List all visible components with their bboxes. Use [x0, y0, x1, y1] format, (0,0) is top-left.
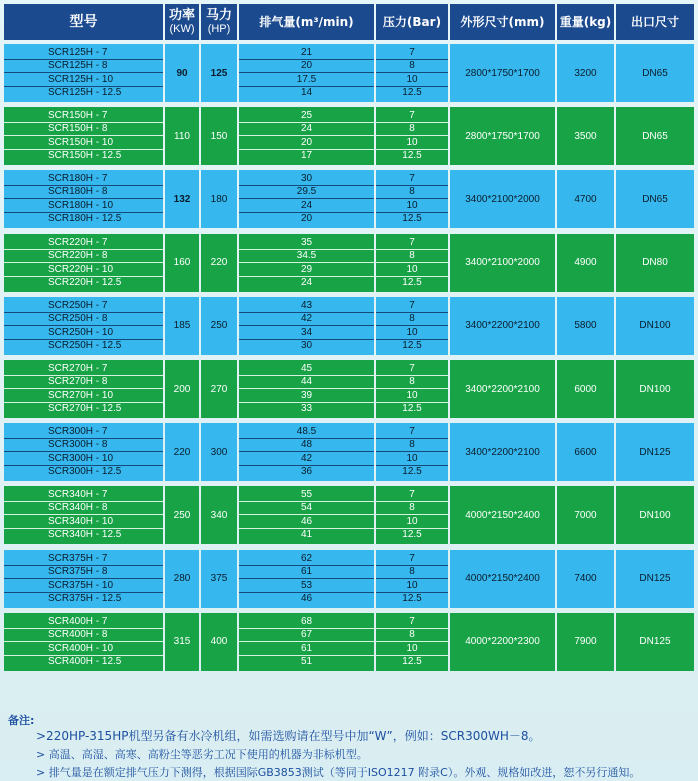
model-name: SCR400H - 10	[4, 642, 163, 656]
outlet-cell	[616, 360, 694, 418]
power-kw-cell	[165, 613, 199, 671]
outlet-cell	[616, 170, 694, 228]
pressure-value: 7	[376, 552, 448, 566]
model-name: SCR220H - 7	[4, 236, 163, 250]
header-outlet	[616, 4, 694, 40]
weight-value: 5800	[574, 320, 597, 332]
air-delivery-value: 43	[239, 299, 374, 313]
air-delivery-value: 20	[239, 136, 374, 150]
air-delivery-value: 34	[239, 326, 374, 340]
air-delivery-value: 20	[300, 213, 313, 225]
dimensions-cell	[450, 423, 555, 481]
pressure-value: 7	[376, 615, 448, 629]
table-row	[0, 297, 698, 355]
outlet-value: DN65	[642, 130, 668, 142]
outlet-value: DN65	[642, 67, 668, 79]
outlet-value: DN100	[639, 509, 671, 521]
pressure-value: 8	[376, 438, 448, 452]
dimensions-cell	[450, 107, 555, 165]
air-delivery-value: 44	[239, 375, 374, 389]
pressure-value: 12.5	[402, 403, 422, 414]
air-delivery-value: 67	[239, 628, 374, 642]
table-row	[0, 170, 698, 228]
pressure-value: 7	[376, 46, 448, 60]
air-delivery-value: 29.5	[239, 185, 374, 199]
model-name: SCR220H - 8	[4, 249, 163, 263]
weight-value: 4700	[574, 193, 597, 205]
air-delivery-value: 39	[239, 389, 374, 403]
air-delivery-value: 46	[300, 592, 313, 604]
dimensions-value: 3400*2200*2100	[465, 320, 540, 332]
model-cell	[4, 44, 163, 102]
air-delivery-value: 46	[239, 515, 374, 529]
header-dimensions	[450, 4, 555, 40]
pressure-value: 10	[376, 73, 448, 87]
air-delivery-value: 51	[300, 655, 313, 667]
pressure-value: 12.5	[402, 276, 422, 288]
outlet-value: DN100	[639, 383, 671, 395]
weight-cell	[557, 486, 614, 544]
model-cell	[4, 423, 163, 481]
air-delivery-value: 17.5	[239, 73, 374, 87]
air-delivery-value: 24	[300, 276, 313, 288]
outlet-cell	[616, 486, 694, 544]
pressure-value: 7	[376, 172, 448, 186]
weight-cell	[557, 170, 614, 228]
header-power-hp-label: 马力	[205, 8, 232, 23]
dimensions-cell	[450, 550, 555, 608]
dimensions-value: 3400*2200*2100	[465, 383, 540, 395]
outlet-cell	[616, 107, 694, 165]
header-outlet-label: 出口尺寸	[630, 15, 679, 29]
air-delivery-value: 54	[239, 501, 374, 515]
power-hp-cell	[201, 107, 237, 165]
weight-value: 3500	[574, 130, 597, 142]
dimensions-cell	[450, 297, 555, 355]
outlet-cell	[616, 234, 694, 292]
air-delivery-value: 17	[300, 150, 313, 162]
air-delivery-value: 20	[239, 59, 374, 73]
header-pressure-label: 压力(Bar)	[382, 15, 442, 29]
pressure-value: 12.5	[402, 466, 422, 478]
table-row	[0, 550, 698, 608]
dimensions-value: 3400*2100*2000	[465, 193, 540, 205]
model-cell	[4, 360, 163, 418]
pressure-value: 7	[376, 299, 448, 313]
power-kw-value: 185	[173, 320, 191, 332]
weight-value: 6600	[574, 446, 597, 458]
model-cell	[4, 107, 163, 165]
air-delivery-value: 21	[239, 46, 374, 60]
pressure-value: 10	[376, 263, 448, 277]
model-name: SCR375H - 12.5	[48, 592, 122, 604]
air-delivery-cell	[239, 107, 374, 165]
header-power-kw-unit: (KW)	[169, 23, 195, 35]
notes-title: 备注:	[8, 714, 35, 727]
air-delivery-value: 25	[239, 109, 374, 123]
pressure-value: 8	[376, 375, 448, 389]
pressure-value: 10	[376, 642, 448, 656]
table-row	[0, 486, 698, 544]
header-pressure	[376, 4, 448, 40]
air-delivery-value: 24	[239, 199, 374, 213]
power-kw-cell	[165, 550, 199, 608]
pressure-cell	[376, 613, 448, 671]
power-kw-cell	[165, 360, 199, 418]
model-name: SCR220H - 10	[4, 263, 163, 277]
power-hp-cell	[201, 613, 237, 671]
power-hp-value: 300	[210, 446, 228, 458]
outlet-cell	[616, 423, 694, 481]
dimensions-value: 3400*2200*2100	[465, 446, 540, 458]
model-name: SCR340H - 7	[4, 488, 163, 502]
power-kw-cell	[165, 297, 199, 355]
model-cell	[4, 234, 163, 292]
power-hp-cell	[201, 423, 237, 481]
dimensions-value: 3400*2100*2000	[465, 257, 540, 269]
model-name: SCR150H - 7	[4, 109, 163, 123]
pressure-value: 8	[376, 565, 448, 579]
model-name: SCR180H - 7	[4, 172, 163, 186]
model-name: SCR125H - 10	[4, 73, 163, 87]
model-name: SCR300H - 10	[4, 452, 163, 466]
pressure-value: 10	[376, 515, 448, 529]
model-name: SCR150H - 12.5	[48, 150, 122, 162]
outlet-cell	[616, 297, 694, 355]
header-air-delivery-label: 排气量(m³/min)	[259, 15, 354, 29]
model-name: SCR400H - 7	[4, 615, 163, 629]
header-power-kw	[165, 4, 199, 40]
air-delivery-value: 61	[239, 565, 374, 579]
air-delivery-value: 48	[239, 438, 374, 452]
model-name: SCR250H - 10	[4, 326, 163, 340]
power-hp-value: 400	[210, 636, 228, 648]
air-delivery-value: 42	[239, 452, 374, 466]
model-name: SCR250H - 7	[4, 299, 163, 313]
note-item: >220HP-315HP机型另备有水冷机组，如需选购请在型号中加“W”，例如：SCR300WH－8。	[36, 729, 541, 743]
weight-cell	[557, 234, 614, 292]
pressure-value: 12.5	[402, 592, 422, 604]
power-hp-value: 340	[210, 509, 228, 521]
pressure-cell	[376, 44, 448, 102]
model-cell	[4, 297, 163, 355]
model-name: SCR375H - 7	[4, 552, 163, 566]
note-item: > 高温、高湿、高寒、高粉尘等恶劣工况下使用的机器为非标机型。	[36, 748, 368, 761]
air-delivery-value: 33	[300, 403, 313, 414]
pressure-value: 12.5	[402, 213, 422, 225]
outlet-cell	[616, 613, 694, 671]
header-power-hp-unit: (HP)	[207, 23, 231, 35]
pressure-value: 7	[376, 362, 448, 376]
air-delivery-value: 61	[239, 642, 374, 656]
air-delivery-value: 68	[239, 615, 374, 629]
air-delivery-value: 35	[239, 236, 374, 250]
table-row	[0, 613, 698, 671]
air-delivery-value: 62	[239, 552, 374, 566]
air-delivery-value: 30	[300, 339, 313, 351]
pressure-value: 12.5	[402, 150, 422, 162]
table-row	[0, 44, 698, 102]
dimensions-value: 4000*2200*2300	[465, 636, 540, 648]
weight-cell	[557, 423, 614, 481]
air-delivery-value: 24	[239, 122, 374, 136]
power-kw-value: 250	[173, 509, 191, 521]
pressure-value: 12.5	[402, 339, 422, 351]
weight-value: 4900	[574, 257, 597, 269]
header-model	[4, 4, 163, 40]
model-name: SCR220H - 12.5	[48, 276, 122, 288]
model-name: SCR375H - 8	[4, 565, 163, 579]
air-delivery-cell	[239, 297, 374, 355]
pressure-value: 12.5	[402, 529, 422, 541]
pressure-cell	[376, 297, 448, 355]
pressure-value: 10	[376, 326, 448, 340]
pressure-cell	[376, 170, 448, 228]
model-name: SCR180H - 12.5	[48, 213, 122, 225]
model-name: SCR150H - 8	[4, 122, 163, 136]
air-delivery-cell	[239, 234, 374, 292]
power-kw-value: 110	[174, 130, 190, 142]
model-name: SCR300H - 7	[4, 425, 163, 439]
model-name: SCR400H - 12.5	[48, 655, 122, 667]
pressure-value: 8	[376, 501, 448, 515]
dimensions-value: 4000*2150*2400	[465, 573, 540, 585]
model-name: SCR270H - 7	[4, 362, 163, 376]
air-delivery-cell	[239, 170, 374, 228]
model-name: SCR180H - 10	[4, 199, 163, 213]
power-kw-cell	[165, 423, 199, 481]
model-name: SCR150H - 10	[4, 136, 163, 150]
table-row	[0, 107, 698, 165]
table-row	[0, 234, 698, 292]
weight-value: 7400	[574, 573, 597, 585]
pressure-value: 12.5	[402, 655, 422, 667]
table-row	[0, 423, 698, 481]
weight-value: 3200	[574, 67, 597, 79]
outlet-cell	[616, 44, 694, 102]
pressure-cell	[376, 234, 448, 292]
model-name: SCR125H - 12.5	[48, 87, 122, 98]
weight-value: 7000	[574, 509, 597, 521]
model-name: SCR125H - 7	[4, 46, 163, 60]
pressure-value: 8	[376, 185, 448, 199]
weight-cell	[557, 613, 614, 671]
air-delivery-cell	[239, 613, 374, 671]
note-item: > 排气量是在额定排气压力下测得，根据国际GB3853测试（等同于ISO1217 附录C）。外观、规格如改进，恕不另行通知。	[36, 766, 641, 779]
power-hp-cell	[201, 360, 237, 418]
dimensions-cell	[450, 234, 555, 292]
pressure-value: 7	[376, 236, 448, 250]
model-name: SCR300H - 8	[4, 438, 163, 452]
pressure-value: 7	[376, 425, 448, 439]
weight-cell	[557, 297, 614, 355]
power-kw-cell	[165, 486, 199, 544]
outlet-value: DN100	[639, 320, 671, 332]
air-delivery-value: 30	[239, 172, 374, 186]
model-name: SCR340H - 10	[4, 515, 163, 529]
dimensions-cell	[450, 170, 555, 228]
power-kw-value: 220	[173, 446, 191, 458]
outlet-value: DN125	[639, 573, 671, 585]
power-hp-cell	[201, 550, 237, 608]
model-name: SCR375H - 10	[4, 579, 163, 593]
power-hp-cell	[201, 170, 237, 228]
air-delivery-value: 42	[239, 312, 374, 326]
dimensions-cell	[450, 360, 555, 418]
header-dimensions-label: 外形尺寸(mm)	[460, 15, 545, 29]
air-delivery-value: 48.5	[239, 425, 374, 439]
pressure-cell	[376, 107, 448, 165]
weight-value: 6000	[574, 383, 597, 395]
air-delivery-value: 36	[300, 466, 313, 478]
power-hp-value: 220	[210, 257, 228, 269]
model-name: SCR250H - 8	[4, 312, 163, 326]
pressure-cell	[376, 486, 448, 544]
model-cell	[4, 170, 163, 228]
outlet-value: DN125	[639, 636, 671, 648]
pressure-value: 7	[376, 488, 448, 502]
power-hp-cell	[201, 44, 237, 102]
model-name: SCR270H - 12.5	[48, 403, 122, 414]
pressure-value: 7	[376, 109, 448, 123]
model-name: SCR270H - 8	[4, 375, 163, 389]
pressure-value: 8	[376, 312, 448, 326]
air-delivery-value: 53	[239, 579, 374, 593]
pressure-value: 10	[376, 199, 448, 213]
pressure-cell	[376, 423, 448, 481]
power-hp-cell	[201, 486, 237, 544]
weight-cell	[557, 107, 614, 165]
air-delivery-cell	[239, 423, 374, 481]
pressure-value: 10	[376, 136, 448, 150]
power-kw-cell	[165, 170, 199, 228]
power-kw-value: 132	[173, 193, 191, 205]
dimensions-cell	[450, 486, 555, 544]
power-kw-value: 90	[176, 67, 188, 79]
pressure-value: 10	[376, 579, 448, 593]
power-kw-cell	[165, 107, 199, 165]
dimensions-cell	[450, 44, 555, 102]
pressure-value: 8	[376, 122, 448, 136]
header-weight-label: 重量(kg)	[559, 15, 612, 29]
outlet-value: DN65	[642, 193, 668, 205]
header-model-label: 型号	[69, 14, 98, 30]
air-delivery-cell	[239, 360, 374, 418]
air-delivery-value: 55	[239, 488, 374, 502]
model-name: SCR340H - 12.5	[48, 529, 122, 541]
pressure-value: 10	[376, 389, 448, 403]
power-hp-value: 270	[210, 383, 228, 395]
pressure-cell	[376, 550, 448, 608]
weight-cell	[557, 550, 614, 608]
header-weight	[557, 4, 614, 40]
model-name: SCR250H - 12.5	[48, 339, 122, 351]
power-kw-value: 315	[173, 636, 191, 648]
weight-cell	[557, 44, 614, 102]
air-delivery-cell	[239, 486, 374, 544]
outlet-cell	[616, 550, 694, 608]
header-power-kw-label: 功率	[168, 8, 195, 23]
model-name: SCR180H - 8	[4, 185, 163, 199]
weight-cell	[557, 360, 614, 418]
power-hp-value: 250	[210, 320, 228, 332]
model-name: SCR270H - 10	[4, 389, 163, 403]
air-delivery-value: 29	[239, 263, 374, 277]
weight-value: 7900	[574, 636, 597, 648]
dimensions-cell	[450, 613, 555, 671]
power-hp-cell	[201, 234, 237, 292]
pressure-value: 10	[376, 452, 448, 466]
table-row	[0, 360, 698, 418]
pressure-cell	[376, 360, 448, 418]
pressure-value: 12.5	[402, 87, 422, 98]
air-delivery-value: 34.5	[239, 249, 374, 263]
pressure-value: 8	[376, 249, 448, 263]
power-kw-cell	[165, 44, 199, 102]
model-cell	[4, 486, 163, 544]
air-delivery-cell	[239, 44, 374, 102]
pressure-value: 8	[376, 628, 448, 642]
dimensions-value: 2800*1750*1700	[465, 130, 540, 142]
air-delivery-value: 41	[300, 529, 313, 541]
power-kw-value: 280	[173, 573, 191, 585]
model-cell	[4, 613, 163, 671]
outlet-value: DN80	[642, 257, 668, 269]
outlet-value: DN125	[639, 446, 671, 458]
air-delivery-cell	[239, 550, 374, 608]
air-delivery-value: 14	[300, 87, 313, 98]
header-air-delivery	[239, 4, 374, 40]
power-hp-cell	[201, 297, 237, 355]
power-hp-value: 150	[210, 130, 228, 142]
power-kw-value: 160	[173, 257, 191, 269]
header-power-hp	[201, 4, 237, 40]
dimensions-value: 4000*2150*2400	[465, 509, 540, 521]
pressure-value: 8	[376, 59, 448, 73]
air-delivery-value: 45	[239, 362, 374, 376]
power-hp-value: 125	[210, 67, 228, 79]
power-kw-value: 200	[173, 383, 191, 395]
model-name: SCR400H - 8	[4, 628, 163, 642]
model-name: SCR340H - 8	[4, 501, 163, 515]
power-hp-value: 180	[210, 193, 228, 205]
model-name: SCR300H - 12.5	[48, 466, 122, 478]
power-hp-value: 375	[210, 573, 228, 585]
model-name: SCR125H - 8	[4, 59, 163, 73]
model-cell	[4, 550, 163, 608]
dimensions-value: 2800*1750*1700	[465, 67, 540, 79]
power-kw-cell	[165, 234, 199, 292]
